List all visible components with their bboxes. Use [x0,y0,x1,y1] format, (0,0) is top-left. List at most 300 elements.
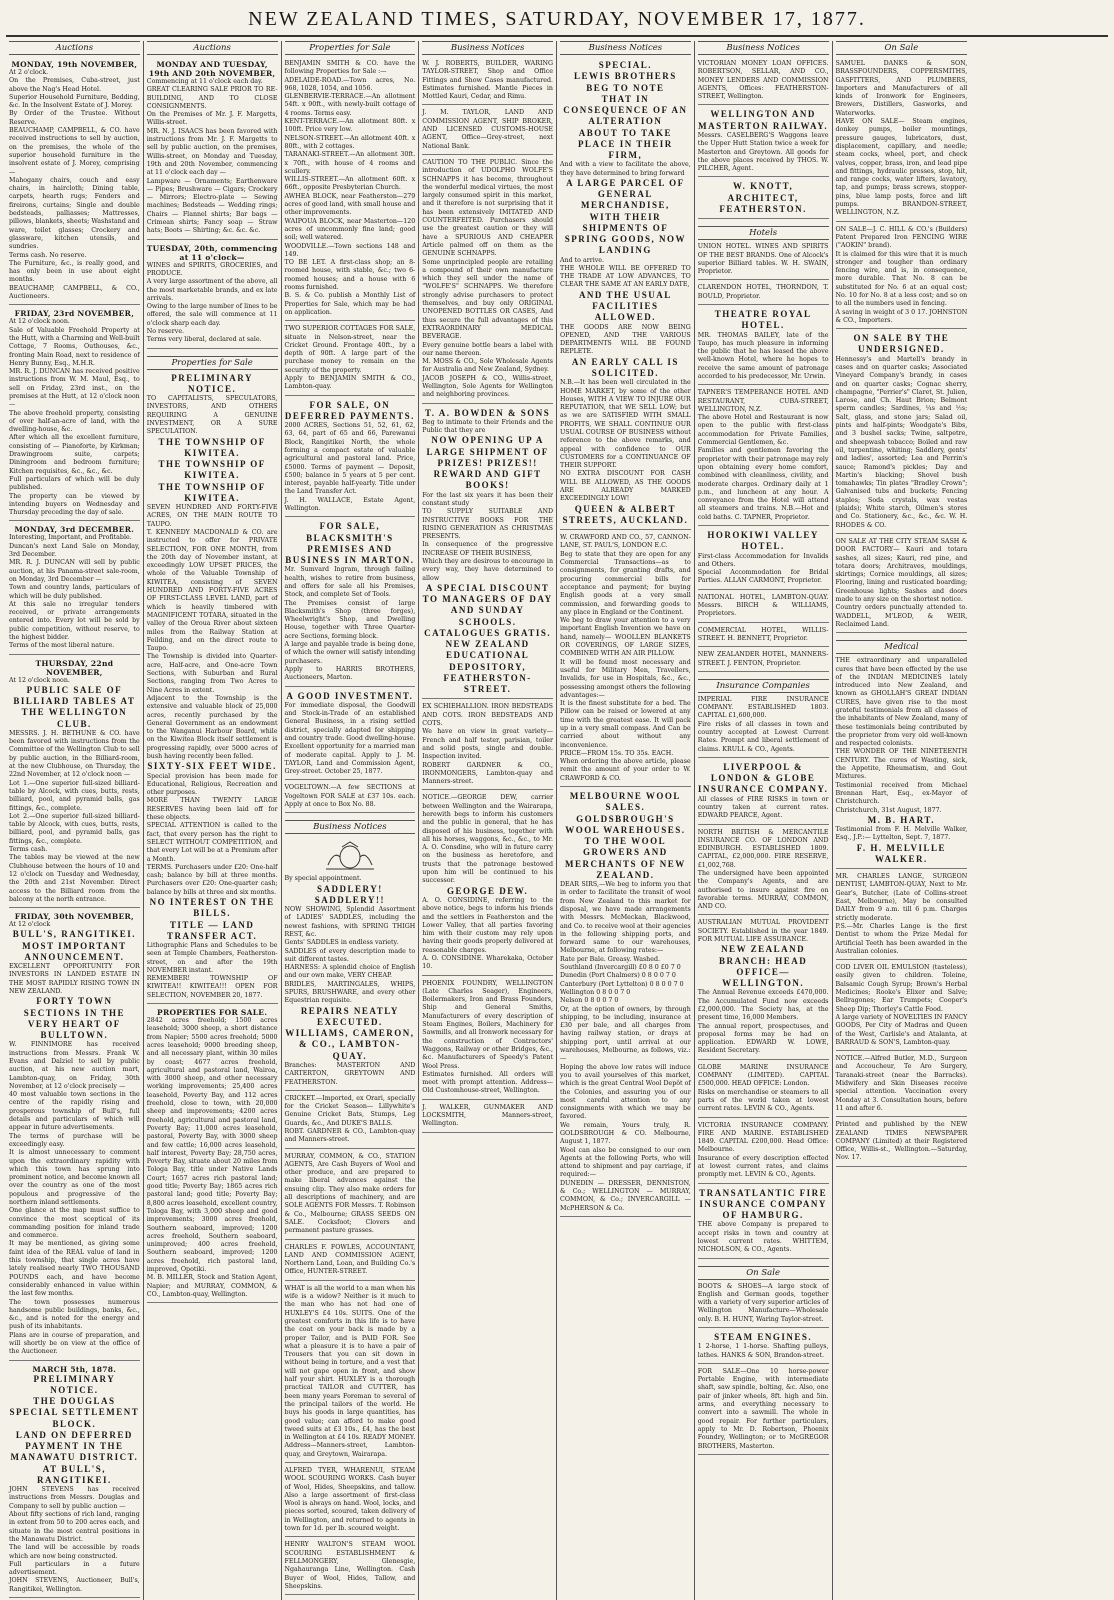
advertisement [698,592,829,623]
ad-text: Apply to BENJAMIN SMITH & CO., Lambton-quay. [284,374,418,391]
advertisement [836,1053,968,1117]
advertisement [285,689,416,781]
advertisement [698,625,829,648]
ad-text: Adjacent to the Township is the extensive and valuable block of 25,000 acres, recently purchased by the General Government as an endowment to the Wanganui Harbour Board, while on the Kiwitea Block itself settlement is progressing rapidly, over 5000 acres of bush having recently been felled. [146,694,280,760]
ad-heading: QUEEN & ALBERT STREETS, AUCKLAND. [562,503,689,525]
advertisement [285,58,416,321]
ad-text: Canterbury (Port Lyttelton) 0 8 0 0 7 0 [560,980,684,988]
column-heading: On Sale [836,41,968,55]
ad-date: FRIDAY, 23rd NOVEMBER, [14,309,135,319]
ad-heading: PRELIMINARY NOTICE. [33,1373,116,1395]
advertisement [698,1261,829,1328]
ad-heading: GEORGE DEW. [447,885,529,896]
ad-heading: SADDLERY! SADDLERY!! [314,883,385,905]
ad-heading: MOST IMPORTANT ANNOUNCEMENT. [22,940,127,962]
ad-heading: AT BULL'S, RANGITIKEI. [36,1463,112,1485]
ad-text: Families and gentlemen favoring the proprietor with their patronage may rely upon obtaining every home comfort, combined with cleanliness, civility, and moderate charges. Ordinary daily at 1 p.m., and luncheon at any hour. A conveyance from the Hotel will attend all steamers and trains. N.B.—Hot and cold baths. C. TAPNER, Proprietor. [697,447,831,521]
ad-text: Messrs. CASELBERG'S Waggons leave the Upper Hutt Station twice a week for Masterton and Greytown. All goods for the above places received by THOS. W. PILCHER, Agent. [697,131,831,173]
advertisement [698,528,829,590]
advertisement [836,331,968,534]
ad-heading: WILLIAMS, CAMERON, & CO., LAMBTON-QUAY. [285,1028,415,1061]
ad-heading: ABOUT TO TAKE PLACE IN THEIR FIRM, [577,127,673,160]
ad-heading: A GOOD INVESTMENT. [286,690,414,701]
ad-heading: WELLINGTON AND MASTERTON RAILWAY. [698,109,829,131]
ad-text: AWHEA BLOCK, near Featherston—279 acres of good land, with small house and other improvements. [284,192,418,217]
column-7 [833,41,971,1600]
advertisement [285,519,416,686]
column-heading: Business Notices [422,41,553,55]
ad-text: The Township is divided into Quarter-acre, Half-acre, and One-acre Town Sections, with Suburban and Rural Sections, ranging from Two Acres to Nine Acres in extent. [146,653,280,694]
ad-text: Rate per Bale. Greasy. Washed. [560,955,660,963]
ad-text: MR. R. J. DUNCAN has received positive instructions from W. M. Maul, Esq., to sell on Friday, 23rd inst., on the premises at the Hutt, at 12 o'clock noon — [9,368,142,409]
advertisement [698,674,829,758]
ad-text: Branches: MASTERTON AND CARTERTON, GREYTOWN AND FEATHERSTON. [284,1061,418,1086]
advertisement [698,1186,829,1259]
ad-heading: CATALOGUES GRATIS. [424,627,552,638]
ad-text: And to arrive. [560,256,605,264]
ad-text: J. WALKER, GUNMAKER AND LOCKSMITH, Manners-street, Wellington. [422,1103,556,1128]
ad-text: WOODVILLE.—Town sections 148 and 149. [284,242,418,258]
advertisement [422,406,556,700]
ad-text: TO SUPPLY SUITABLE AND INSTRUCTIVE BOOKS FOR THE RISING GENERATION AS CHRISTMAS PRESENTS. [422,508,556,541]
advertisement [698,1062,829,1118]
ad-text: MORE THAN TWENTY LARGE RESERVES having been laid off for these objects. [146,797,280,822]
advertisement [422,701,556,790]
advertisement [422,1102,556,1133]
advertisement [836,1119,968,1166]
ad-text: Southland (Invercargill) £0 8 0 £0 7 0 [560,964,681,972]
advertisement [147,242,278,349]
advertisement [422,792,556,975]
advertisement [285,782,416,813]
column-heading: Properties for Sale [285,41,416,55]
ad-text: No reserve. [146,328,185,336]
ad-text: A saving in weight of 3 0 17. JOHNSTON & CO., Importers. [835,308,970,324]
ad-text: And with a view to facilitate the above, they have determined to bring forward [560,161,693,177]
ad-text: Nelson 0 8 0 0 7 0 [560,997,619,1005]
ad-text: M. MOSS & CO., Sole Wholesale Agents for Australia and New Zealand, Sydney. [422,358,556,374]
advertisement [698,58,829,105]
advertisement [698,917,829,1059]
ad-heading: NOW OPENING UP A LARGE SHIPMENT OF PRIZES! PRIZES!! [426,435,549,468]
ad-text: Apply to HARRIS BROTHERS, Auctioneers, Marton. [284,665,418,682]
ad-heading: WITH THEIR SHIPMENTS OF SPRING GOODS, NOW LANDING [564,211,686,256]
advertisement [147,58,278,240]
advertisement [285,323,416,395]
ad-text: GLOBE MARINE INSURANCE COMPANY (LIMITED). CAPITAL £500,000. HEAD OFFICE: London. [697,1063,831,1088]
section-heading: On Sale [698,1266,829,1280]
advertisement [285,1093,416,1149]
ad-text: A very large assortment of the above, all the most marketable brands, and ex late arrivals. [146,278,280,302]
ad-text: 2000 ACRES, Sections 51, 52, 61, 62, 63, 64, part of 65 and 66, Parewanui Block, Rangitikei North, the whole forming a compact estate of valuable agricultural and pastoral land. Price, £5000. Terms of payment — Deposit, £500; balance in 5 years at 5 per cent. interest, payable half-yearly. Title under the Land Transfer Act. [284,422,418,496]
ad-text: At 2 o'clock. [9,69,49,76]
ad-date: THURSDAY, 22nd NOVEMBER, [35,658,114,677]
advertisement [836,635,968,869]
ad-text: One glance at the map must suffice to convince the most sceptical of its commanding position for inland trade and commerce. [9,1207,142,1240]
ad-heading: A SPECIAL DISCOUNT TO MANAGERS OF DAY AND SUNDAY SCHOOLS. [422,582,553,627]
ad-text: THE extraordinary and unparalleled cures that have been effected by the use of the INDIAN MEDICINES lately introduced into New Zealand, and known as GHOLLAH'S GREAT INDIAN CURES, have given rise to the most grateful testimonials from all classes of the inhabitants of New Zealand, many of these testimonials being contributed by the proprietor from very old well-known and respected colonists. [835,657,970,748]
column-3 [282,41,420,1600]
ad-text: It is claimed for this wire that it is much stronger and tougher than ordinary fencing wire, and is, in consequence, more durable. That No. 8 can be substituted for No. 6 at an equal cost; No. 10 for No. 8 at a less cost; and so on to all the numbers used in fencing. [835,250,970,308]
advertisement [698,282,829,305]
ad-text: At 12 o'clock noon. [9,318,70,326]
ad-heading: PRELIMINARY NOTICE. [171,372,253,394]
ad-text: Terms cash. No reserve. [9,251,87,259]
ad-text: Dunedin (Port Chalmers) 0 8 0 0 7 0 [560,972,676,980]
ad-text: We remain, Yours truly, R. GOLDSBROUGH & CO. Melbourne, August 1, 1877. [560,1121,693,1146]
ad-heading: TRANSATLANTIC FIRE INSURANCE COMPANY OF HAMBURG. [699,1187,828,1221]
ad-date: TUESDAY, 20th, commencing at 11 o'clock— [146,243,278,262]
ad-heading: T. A. BOWDEN & SONS [424,407,551,418]
ad-text: The terms of purchase will be exceedingly easy. [9,1132,142,1148]
ad-text: COMMERCIAL HOTEL, WILLIS-STREET. H. BENNETT, Proprietor. [697,626,829,642]
ad-heading: NEW ZEALAND BRANCH: HEAD OFFICE—WELLINGTON. [718,944,808,989]
ad-text: UNION HOTEL. WINES AND SPIRITS OF THE BEST BRANDS. One of Alcock's superior Billiard tables. W. H. SWAIN, Proprietor. [697,243,831,276]
ad-text: MR. N. J. ISAACS has been favored with instructions from Mr. J. F. Margetts to sell by public auction, on the premises, Willis-street, on Monday and Tuesday, 19th and 20th November, commencing at 11 o'clock each day — [146,127,280,177]
ad-text: P.S.—Mr. Charles Lange is the first Dentist to whom the Prize Medal for Artificial Teeth has been awarded in the Australian colonies. [835,922,970,955]
ad-text: TARANAKI-STREET.—An allotment 30ft. x 70ft., with house of 4 rooms and scullery. [284,151,418,175]
ad-text: Special Accommodation for Bridal Parties. ALLAN CARMONT, Proprietor. [697,569,831,585]
ad-text: SPECIAL ATTENTION is called to the fact, that every person has the right to SELECT WITHOUT COMPETITION, and that every Lot will be at a Premium after a Month. [146,822,280,863]
advertisement [560,532,691,787]
ad-heading: W. KNOTT, ARCHITECT, FEATHERSTON. [719,181,807,214]
advertisement [698,649,829,672]
section-heading: Insurance Companies [698,679,829,693]
ad-date: MONDAY AND TUESDAY, 19th AND 20th NOVEMBER, [148,60,276,78]
ad-text: Hennessy's and Martell's brandy in cases and on quarter casks; Associated Vineyard Company's brandy, in cases and on quarter casks; Cognac sherry, champagne, "Perrier's" Claret, St. Julien, Larose, and Ch. Haut Brion; Belmont sperm candles; Sardines, ¼s and ½s; Salt, glass, and stone jars; Salad oil, pints and half-pints; Woodgate's Bibs, and 3 bushel sacks; Twine, saltpetre, and sheepwash tobacco; Boiled and raw oil, turpentine, whiting; Saddlery, gents' and ladies', assorted; Lea and Perrin's sauce; Ramond's pickles; Day and Martin's blacking; Shovel bush tomahawks; Tin plates "Bradley Crown"; Galvanised tubs and buckets; Fencing staples; Soda crystals, wax vestas (plaids); White starch, Oilmen's stores and Co. Stationery, &c., &c., &c. W. H. RHODES & CO. [835,355,970,529]
ad-heading: A LARGE PARCEL OF [566,177,685,188]
ad-text: A. O. CONSIDINE. Wharekaka, October 10. [422,955,556,971]
ad-text: PRICE—FROM 15s. TO 35s. EACH. [560,749,674,757]
ad-text: BEAUCHAMP, CAMPBELL, & CO., Auctioneers. [9,284,142,301]
ad-text: By Order of the Trustee. Without Reserve. [9,110,142,126]
ad-heading: ON SALE BY THE UNDERSIGNED. [853,333,950,355]
ad-text: VICTORIAN MONEY LOAN OFFICES. ROBERTSON, SELLAR, AND CO., MONEY LENDERS AND COMMISSION AGENTS, Offices: FEATHERSTON-STREET, Wellington. [697,60,831,101]
ad-heading: TITLE — LAND TRANSFER ACT. [166,919,258,941]
ad-text: CHARLES F. FOWLES, ACCOUNTANT, LAND AND COMMISSION AGENT, Northern Land, Loan, and Building Co.'s Office, HUNTER-STREET. [284,1243,418,1276]
ad-text: DUNEDIN — DRESSER, DENNISTON, & Co.; WELLINGTON — MURRAY, COMMON, & Co.; INVERCARGILL — McPHERSON & Co. [560,1179,693,1212]
ad-heading: THEATRE ROYAL HOTEL. [714,309,812,331]
ad-text: Full particulars of which will be duly published. [9,475,142,492]
ad-date: MONDAY, 3rd DECEMBER. [14,525,135,535]
column-heading: Business Notices [698,41,829,55]
ad-text: On the Premises of Mr. J. F. Margetts, Willis-street. [146,111,280,127]
advertisement [285,1465,416,1537]
ad-heading: PUBLIC SALE OF BILLIARD TABLES AT THE WELLINGTON CLUB. [13,684,136,729]
ad-text: HAVE ON SALE— Steam engines, donkey pumps, boiler mountings, pressure gauges, lubricators, dust, displacement, capillary, and needle; steam cocks, wheel, port, and check valves, copper, brass, iron, and lead pipe and fittings, hydraulic presses, stop, hit, and range cocks, water lifters, lavatory, tap, and pumps; brass screws, stopper-pins, blue lamp posts, force and lift pumps. BRANDON-STREET, WELLINGTON, N.Z. [835,118,970,217]
ad-text: Terms cash. [9,846,48,854]
ad-heading: TO THE WOOL GROWERS AND MERCHANTS OF NEW ZEALAND. [565,836,686,880]
ad-text: The above Hotel and Restaurant is now open to the public with first-class accommodation for Private Families, Commercial Gentlemen, &c. [697,414,831,447]
ad-text: Wool can also be consigned to our own Agents at the following Ports, who will attend to shipment and pay carriage, if required:— [560,1146,693,1179]
ad-text: By special appointment. [284,875,362,883]
ad-text: NELSON-STREET.—An allotment 40ft. x 80ft., with 2 cottages. [284,134,418,150]
ad-text: Beg to state that they are open for any Commercial Transactions—as to consignments, for granting drafts, and procuring commercial bills for acceptance and payment; for buying English goods at a very small commission, and forwarding goods to any place in England or the Continent. [560,550,693,616]
ad-text: THE WHOLE WILL BE OFFERED TO THE TRADE AT LOW ADVANCES, TO CLEAR THE SAME AT AN EARLY DATE, [560,264,693,289]
ad-text: Town and country lands, particulars of which will be duly published. [9,584,142,600]
ad-text: It is the finest substitute for a bed. The Pillow can be raised or lowered at any time with the greatest ease. It will pack up in a very small compass. And Can be carried about without any inconvenience. [560,700,693,749]
ad-heading: THE TOWNSHIP OF KIWITEA. [158,481,266,503]
ad-text: MESSRS. J. H. BETHUNE & CO. have been favored with instructions from the Committee of the Wellington Club to sell by public auction, in the Billiard-room, at the new Clubhouse, on Thursday, the 22nd November, at 12 o'clock noon — [9,729,142,779]
column-6 [695,41,833,1600]
advertisement [285,815,416,1091]
ad-heading: LIVERPOOL & LONDON & GLOBE INSURANCE COMPANY. [697,761,829,795]
ad-text: A large variety of NOVELTIES IN FANCY GOODS, Per City of Madras and Queen of the West, Carlisle's and Atalanta, at BARRAUD & SON'S, Lambton-quay. [835,1013,970,1046]
ad-text: GREAT CLEARING SALE PRIOR TO RE-BUILDING, AND TO CLOSE CONSIGNMENTS. [146,86,280,110]
ad-text: DEAR SIRS,—We beg to inform you that in order to facilitate the transit of wool from New Zealand to this market for disposal, we have made arrangements with Messrs. McMeckan, Blackwood, and Co. to receive wool at their agencies in the following shipping ports, and forward same to our warehouses, Melbourne, at following rates:— [560,881,693,955]
ad-text: On the Premises, Cuba-street, just above the Nag's Head Hotel. [9,77,142,93]
ad-heading: LEWIS BROTHERS [573,71,677,82]
advertisement [836,962,968,1051]
ad-text: BRIDLES, MARTINGALES, WHIPS, SPURS, BRUSHWARE, and every other Equestrian requisite. [284,980,418,1005]
ad-text: 1 2-horse, 1 1-horse. Shafting pulleys, lathes. HANKS & SON, Brandon-street. [697,1343,831,1359]
advertisement [285,1283,416,1463]
ad-text: B. S. & Co. publish a Monthly List of Properties for Sale, which may be had on application. [284,292,418,316]
ad-text: ROBT. GARDNER & CO., Lambton-quay and Manners-street. [284,1128,418,1144]
advertisement [836,224,968,330]
ad-heading: LAND ON DEFERRED PAYMENT IN THE MANAWATU DISTRICT. [10,1429,139,1463]
advertisement [285,398,416,518]
ad-heading: REPAIRS NEATLY EXECUTED. [300,1005,399,1027]
ad-text: It will be found most necessary and useful for Military Men, Travellers, Invalids, for use in Hospitals, &c., &c., possessing amongst others the following advantages:— [560,658,693,699]
advertisement [698,760,829,825]
ad-text: Gents' SADDLES in endless variety. [284,939,399,947]
ad-heading: AND THE USUAL FACILITIES ALLOWED. [578,289,672,323]
ad-date: PROPERTIES FOR SALE. [157,1008,268,1018]
ad-text: Every genuine bottle bears a label with our name thereon. [422,341,556,357]
royal-crest-icon [285,837,416,875]
ad-text: The property can be viewed by intending buyers on Wednesday and Thursday preceding the day of sale. [9,492,142,517]
ad-text: NOTICE.—GEORGE DEW, carrier between Wellington and the Wairarapa, herewith begs to inform his customers and the public in general, that he has disposed of his business, together with all his horses, waggons, &c., &c., to Mr. A. O. Consdine, who will in future carry on the business as heretofore, and trusts that the patronage bestowed upon him will be continued to his successor. [422,794,556,885]
advertisement [422,157,556,404]
ad-text: NORTH BRITISH & MERCANTILE INSURANCE CO. OF LONDON AND EDINBURGH. ESTABLISHED 1809. CAPITAL, £2,000,000. FIRE RESERVE, £1,002,768. [697,828,831,869]
ad-text: VICTORIA INSURANCE COMPANY. FIRE AND MARINE. ESTABLISHED 1849. CAPITAL £200,000. Head Office: Melbourne. [697,1121,831,1154]
ad-text: ROBERT GARDNER & CO., IRONMONGERS, Lambton-quay and Manners-street. [422,761,556,786]
advertisement [560,58,691,530]
ad-text: For immediate disposal, the Goodwill and Stock-in-Trade of an established General Business, in a rising settled district, specially adapted for shipping and country trade. Good dwelling-house. Excellent opportunity for a married man of moderate capital. Apply to J. M. TAYLOR, Land and Commission Agent, Grey-street. October 25, 1877. [284,701,418,776]
ad-heading: STEAM ENGINES. [714,1332,813,1343]
column-2 [144,41,282,1600]
ad-text: KENT-TERRACE.—An allotment 80ft. x 100ft. Price very low. [284,118,418,134]
ad-text: CAUTION TO THE PUBLIC. Since the introduction of UDOLPHO WOLFE'S SCHNAPPS it has become, throughout the wonderful medical virtues, the most largely consumed spirit in this market, and it therefore is not surprising that it has been extensively IMITATED AND COUNTERFEITED. Purchasers should use the greatest caution or they will have a SPURIOUS AND CHEAPER Article palmed off on them as the GENUINE SCHNAPPS. [422,158,556,258]
ad-text: EXCELLENT OPPORTUNITY FOR INVESTORS IN LANDED ESTATE IN THE MOST RAPIDLY RISING TOWN IN NEW ZEALAND. [9,963,142,996]
ad-text: Beg to intimate to their Friends and the Public that they are [422,418,556,435]
ad-text: MR. CHARLES LANGE, SURGEON DENTIST, LAMBTON-QUAY, Next to Mr. Gear's, Butcher, (Late of Collins-street East, Melbourne), May be consulted DAILY from 9 a.m. till 6 p.m. Charges strictly moderate. [835,873,970,922]
masthead: NEW ZEALAND TIMES, SATURDAY, NOVEMBER 17, 1877. [6,8,1108,37]
ad-text: Interesting, Important, and Profitable. [9,534,132,542]
ad-text: Which they are desirous to encourage in every way, they have determined to allow [422,558,556,582]
ad-text: COD LIVER OIL EMULSION (tasteless), easily given to children. Toleine, Balsamic Cough Syrup; Brown's Herbal Medicines; Rooke's Elixer and Salve; Bellragones; Ear Trumpets; Cooper's Sheep Dip; Thorley's Cattle Food. [835,964,970,1013]
ad-text: NOW SHOWING, Splendid Assortment of LADIES' SADDLES, including the newest fashions, with SPRING THIGH REST, &c. [284,906,418,938]
ad-text: BEAUCHAMP, CAMPBELL, & CO. have received instructions to sell by auction, on the premises, the whole of the superior household furniture in the insolvent estate of J. Morey, comprising — [9,127,142,176]
column-heading: Auctions [9,41,140,55]
ad-text: WILLIS-STREET.—An allotment 60ft. x 66ft., opposite Presbyterian Church. [284,176,418,192]
ad-text: WHAT is all the world to a man when his wife is a widow? Neither is it much to the man who has not had one of HUXLEY'S £4 10s. SUITS. One of the greatest comforts in this life is to have the coat on your back is made by a proper Tailor, and is PAID FOR. See what a pleasure it is to have a pair of Trousers that you can sit down in without being in torture, and a vest that will not gape open in front, and show half your shirt. HUXLEY is a thorough practical TAILOR and CUTTER, has been many years Foreman to several of the principal tailors of the world. He buys his goods in large quantities, has good value; can afford to make good tweed suits at £3 10s., £4, has the best in Wellington at £4 10s. READY MONEY. Address—Manners-street, Lambton-quay, and Greytown, Wairarapa. [284,1284,418,1458]
ad-text: CLARENDON HOTEL, THORNDON, T. BOULD, Proprietor. [697,284,831,300]
ad-text: At 12 o'clock noon. [9,676,70,684]
ad-text: Terms very liberal, declared at sale. [146,336,262,344]
ad-text: ADELAIDE-ROAD.—Town acres, No. 968, 1028, 1054, and 1056. [284,76,418,92]
ad-heading: GENERAL MERCHANDISE, [580,189,670,211]
ad-text: At 12 o'clock [9,921,51,929]
ad-text: Christchurch, 31st August, 1877. [835,806,942,814]
advertisement [836,871,968,960]
ad-text: THE WONDER OF THE NINETEENTH CENTURY. The cures of Wasting, sick, the Appetite, Rheumatism, and Gout Mixtures. [835,748,970,781]
ad-heading: MELBOURNE WOOL SALES. [569,791,681,813]
ad-text: HENRY WALTON'S STEAM WOOL SCOURING ESTABLISHMENT & FELLMONGERY, Glenesgie, Ngahauranga Line, Wellington. Cash Buyer of Wool, Hides, Tallow, and Sheepskins. [284,1541,418,1590]
ad-text: Or, at the option of owners, by through shipping, to be including, insurance at £30 per bale, and all charges from having railway station, or drays at shipping port, until arrival at our warehouses, Melbourne, as follows, viz.:— [560,1005,693,1063]
ad-text: The Premises consist of large Blacksmith's Shop (three forges), Wheelwright's Shop, and Dwelling House, together with Three Quarter-acre Sections, forming block. [284,599,418,640]
ad-text: Mr. Sumvard Ingram, through failing health, wishes to retire from business, and offers for sale all his Premises, Stock, and complete Set of Tools. [284,566,418,599]
ad-text: Lithographic Plans and Schedules to be seen at Temple Chambers, Featherston-street, on and after the 19th NOVEMBER instant. [146,942,280,974]
ad-text: TWO SUPERIOR COTTAGES FOR SALE, situate in Nelson-street, near the Cricket Ground. Frontage 40ft., by a depth of 90ft. A large part of the purchase money to remain on the security of the property. [284,325,418,374]
ad-text: TAPNER'S TEMPERANCE HOTEL AND RESTAURANT, CUBA-STREET, WELLINGTON, N.Z. [697,389,831,413]
advertisement [560,789,691,1217]
ad-text: SEVEN HUNDRED AND FORTY-FIVE ACRES, ON THE MAIN ROUTE TO TAUPO. [146,504,280,528]
ad-date: MONDAY, 19th NOVEMBER, [11,60,138,69]
ad-text: The land will be accessible by roads which are now being constructed. [9,1544,142,1560]
advertisement [9,657,140,909]
ad-text: M. B. MILLER, Stock and Station Agent, Napier; and MURRAY, COMMON, & CO., Lambton-quay, Wellington. [146,1274,280,1298]
ad-text: ON SALE AT THE CITY STEAM SASH & DOOR FACTORY— Kauri and totara sashes, all sizes; Kauri, red pine, and totara doors; Architraves, mouldings, skirtings; Cornice mouldings, all sizes; Flooring, lining and rusticated boarding; Greenhouse lights; Sashes and doors made to any size on the shortest notice. [835,537,970,604]
ad-text: MR. R. J. DUNCAN will sell by public auction, at his Panama-street sale-room, on Monday, 3rd December — [9,559,142,583]
ad-text: Hoping the above low rates will induce you to avail yourselves of this market, which is the great Central Wool Depôt of the Colonies, and assuring you of our most careful attention to any consignments with which we may be favored. [560,1063,693,1121]
ad-text: Business Notices [285,820,416,834]
ad-text: MR. THOMAS BAILEY, late of the Taupo, has much pleasure in informing the public that he has leased the above well-known Hotel, where he hopes to receive the same amount of patronage accorded to his predecessor, Mr. Urwin. [697,331,831,380]
ad-text: It is almost unnecessary to comment upon the extraordinary rapidity with which this town has sprung into prominent notice, and become known all over the country as one of the most populous and progressive of the northern inland settlements. [9,1149,142,1206]
ad-text: Terms of the most liberal nature. [9,642,115,650]
ad-text: T. KENNEDY MACDONALD & CO. are instructed to offer for PRIVATE SELECTION, FOR ONE MONTH, from the 20th day of November instant, at exceedingly LOW UPSET PRICES, the whole of the Valuable Township of KIWITEA, consisting of SEVEN HUNDRED AND FORTY-FIVE ACRES OF FIRST-CLASS LEVEL LAND, part of which is heavily timbered with MAGNIFICENT TOTARA, situated in the valley of the Oroua River about sixteen miles from the Railway Station at Feilding, and on the direct route to Taupo. [146,528,280,653]
ad-text: Full particulars in a future advertisement. [9,1560,142,1577]
section-heading: Hotels [698,226,829,240]
ad-text: Commencing at 11 o'clock each day. [146,78,263,85]
advertisement [9,58,140,305]
ad-text: J. M. TAYLOR, LAND AND COMMISSION AGENT, SHIP BROKER, AND LICENSED CUSTOMS-HOUSE AGENT, Office—Grey-street, next National Bank. [422,109,556,150]
ad-text: The undersigned have been appointed the Company's Agents, and are authorised to insure against fire on favorable terms. MURRAY, COMMON, AND CO. [697,870,831,911]
ad-text: PHOENIX FOUNDRY, WELLINGTON (Late Charles Seager), Engineers, Boilermakers, Iron and Brass Founders, Ship and General Smiths, Manufacturers of every description of Steam Engines, Boilers, Machinery for Sawmills, and all Ironwork necessary for the construction of Contractors' Waggons, Railway or other Bridges, &c., &c. Manufacturers of Speedy's Patent Wool Press. [422,979,556,1070]
ad-heading: REWARD AND GIFT BOOKS! [433,469,542,491]
ad-text: Testimonial received from Michael Brennan Hart, Esq., ex-Mayor of Christchurch. [835,781,970,806]
ad-heading: HOROKIWI VALLEY HOTEL. [707,530,819,552]
column-1 [6,41,144,1600]
ad-text: N.B.—It has been well circulated in the HOME MARKET, by some of the other Houses, WITH A VIEW TO INJURE OUR REPUTATION, that WE SELL LOW; but as we are SATISFIED WITH SMALL PROFITS, WE SHALL CONTINUE OUR USUAL COURSE OF BUSINESS without reference to the above remarks, and appeal with confidence to OUR CUSTOMERS for a CONTINUANCE OF THEIR SUPPORT. [560,379,693,470]
advertisement [698,387,829,526]
section-heading: Medical [836,640,968,654]
advertisement [9,1363,140,1598]
advertisement [422,978,556,1100]
ad-heading: SIXTY-SIX FEET WIDE. [147,761,277,772]
advertisement [285,1151,416,1240]
ad-text: EX SCHIEHALLION. IRON BEDSTEADS AND COTS. IRON BEDSTEADS AND COTS. [422,703,556,728]
ad-heading: BEG TO NOTE [586,82,665,93]
ad-text: The annual report, prospectuses, and proposal forms may be had on application. EDWARD W. LOWE, Resident Secretary. [697,1022,831,1055]
advertisement [698,1366,829,1455]
ad-text: W. FINNIMORE has received instructions from Messrs. Frank W. Evans and Dalziel to sell by public auction, at his new auction mart, Lambton-quay, on Friday, 30th November, at 12 o'clock precisely — [9,1041,142,1090]
advertisement [698,1330,829,1364]
ad-text: Duncan's next Land Sale on Monday, 3rd December. [9,542,142,559]
column-heading: Business Notices [560,41,691,55]
ad-text: FOR SALE—One 10 horse-power Portable Engine, with intermediate shaft, saw spindle, bolting, &c. Also, one pair of jinker wheels, 8ft. high and 5in. arms, and everything necessary to convert into a sawmill. The whole in good repair. For further particulars, apply to Mr. D. Robertson, Phoenix Foundry, Wellington; or to McGREGOR BROTHERS, Masterton. [697,1367,831,1450]
ad-heading: THE DOUGLAS SPECIAL SETTLEMENT BLOCK. [9,1396,140,1429]
advertisement [9,307,140,521]
ad-text: 40 most valuable town sections in the centre of the rapidly rising and prosperous township of Bull's, full details and particulars of which will appear in future advertisements. [9,1091,142,1132]
ad-text: Insurance of every description effected at lowest current rates, and claims promptly met. LEVIN & CO., Agents. [697,1154,831,1179]
ad-heading: NO INTEREST ON THE BILLS. [149,897,275,919]
ad-text: Country orders punctually attended to. WADDELL, M'LEOD, & WEIR, Reclaimed Land. [835,604,970,628]
ad-text: GLENBERVIE-TERRACE.—An allotment 54ft. x 90ft., with newly-built cottage of 4 rooms. Terms easy. [284,93,418,117]
ad-heading: THAT IN CONSEQUENCE OF AN ALTERATION [563,93,688,127]
column-4 [419,41,557,1600]
ad-text: Lampware — Ornaments; Earthenware — Pipes; Brushware — Cigars; Crockery — Mirrors; Electro-plate — Sewing machines; Bedsteads — Wedding rings; Chairs — Flannel shirts; Bar bags — Crimean shirts; Fancy soap — Straw hats; Boots — Shirting; &c. &c. &c. [146,177,280,235]
ad-text: JOHN STEVENS, Auctioneer, Bull's, Rangitikei, Wellington. [9,1577,142,1593]
advertisement [147,351,278,1004]
ad-text: For the last six years it has been their constant study [422,491,556,507]
ad-text: AUSTRALIAN MUTUAL PROVIDENT SOCIETY. Established in the year 1849. FOR MUTUAL LIFE ASSURANCE. [697,919,831,944]
ad-date: FRIDAY, 30th NOVEMBER, [14,912,134,922]
ad-text: The town possesses numerous handsome public buildings, banks, &c., &c., and is noted for the energy and push of its inhabitants. [9,1298,142,1331]
ad-heading: GOLDSBROUGH'S WOOL WAREHOUSES. [565,813,686,835]
advertisement [698,107,829,177]
ad-text: SAMUEL DANKS & SON, BRASSFOUNDERS, COPPERSMITHS, GASFITTERS, AND PLUMBERS, Importers and Manufacturers of all kinds of Ironwork for Engineers, Brewers, Distillers, Gasworks, and Waterworks. [835,60,970,117]
ad-heading: THE TOWNSHIP OF KIWITEA. [158,436,266,458]
advertisement [698,179,829,219]
ad-text: WAIPOUA BLOCK, near Masterton—120 acres of uncommonly fine land; good soil; well watered. [284,217,418,242]
ad-heading: NEW ZEALAND EDUCATIONAL DEPOSITORY, FEATHERSTON-STREET. [443,639,532,695]
ad-text: Owing to the large number of lines to be offered, the sale will commence at 11 o'clock sharp each day. [146,303,280,327]
advertisement [698,827,829,916]
ad-text: THE above Company is prepared to accept risks in town and country at lowest current rates. WHITTEM, NICHOLSON, & CO., Agents. [697,1221,831,1254]
ad-text: The above freehold property, consisting of over half-an-acre of land, with the dwelling-house, &c. [9,409,142,434]
ad-text: JOHN STEVENS has received instructions from Messrs. Douglas and Company to sell by public auction — [9,1486,142,1510]
ad-text: Estimates furnished. All orders will meet with prompt attention. Address—Old Customhouse-street, Wellington. [422,1070,556,1095]
advertisement [698,221,829,280]
columns [6,41,1108,1593]
ad-heading: F. H. MELVILLE WALKER. [856,842,947,864]
advertisement [422,58,556,105]
ad-text: Lot 2.—One superior full-sized billiard-table by Alcock, with cues, butts, rests, billiard, pool, and pyramid balls, gas fittings, &c., complete. [9,812,142,845]
ad-text: When ordering the above article, please remit the amount of your order to W. CRAWFORD & CO. [560,758,693,782]
advertisement [836,536,968,633]
ad-text: First-class Accommodation for Invalids and Others. [697,552,831,568]
ad-heading: THE TOWNSHIP OF KIWITEA. [158,459,266,481]
ad-text: HARNESS: A splendid choice of English and our own make, VERY CHEAP. [284,964,418,980]
ad-text: 2842 acres freehold; 1500 acres leasehold; 3000 sheep, a short distance from Napier; 5500 acres freehold; 5000 acres leasehold; 9000 breeding sheep, and all necessary plant, within 30 miles by coast; 4677 acres freehold, agricultural and pastoral land, Wairoa, with 3000 sheep, and other necessary working improvements; 25,400 acres leasehold, Poverty Bay, and 112 acres freehold, close to town, with 20,000 sheep and improvements; 4200 acres freehold, agricultural and pastoral land, Poverty Bay; 11,000 acres leasehold, pastoral, Poverty Bay, with 3000 sheep and few cattle; 16,000 acres leasehold, half interest, Poverty Bay; 28,750 acres, Poverty Bay, situate about 20 miles from Tologa Bay, title under Native Lands Court; 1657 acres rich pastoral land; good title; Poverty Bay; 1865 acres rich pastoral land; good title; Poverty Bay; 8,800 acres leasehold, excellent country, Tologa Bay, with 3,000 sheep and good improvements; 3000 acres freehold, Southern seaboard, improved; 1200 acres freehold, Southern seaboard, unimproved; 400 acres freehold, Southern seaboard, improved; 1200 acres freehold, rich pastoral land, improved, Opotiki. [146,1017,280,1273]
ad-text: Fire risks of all classes in town and country accepted at Lowest Current Rates. Prompt and liberal settlement of claims. KRULL & CO., Agents. [697,720,831,753]
ad-text: Testimonial from F. H. Melville Walker, Esq., J.P.:— Lyttelton, Sept. 7, 1877. [835,826,970,842]
ad-text: About fifty sections of rich land, ranging in extent from 50 to 200 acres each, and situate in the most central positions in the Manawatu District. [9,1511,142,1543]
ad-text: We beg to draw your attention to a very important English Invention we have on hand, namely— WOOLLEN BLANKETS OR COVERINGS, OF LARGE SIZES, COMBINED WITH AN AIR PILLOW. [560,617,693,658]
ad-heading: FOR SALE, ON DEFERRED PAYMENTS. [284,399,415,421]
ad-text: Printed and published by the NEW ZEALAND TIMES NEWSPAPER COMPANY (Limited) at their Registered Office, Willis-st., Wellington.—Saturday, Nov. 17. [835,1121,970,1162]
ad-text: Mahogany chairs, couch and easy chairs, in haircloth; Dining table, carpets, hearth rugs; Fenders and fireirons, curtains; Single and double bedsteads, palliasses; Mattresses, pillows, blankets, sheets; Washstand and ware, toilet glasses; Crockery and glassware, kitchen utensils, and sundries. [9,176,142,251]
ad-text: THE GOODS ARE NOW BEING OPENED, AND THE VARIOUS DEPARTMENTS WILL BE FOUND REPLETE. [560,323,693,356]
ad-text: NO EXTRA DISCOUNT FOR CASH WILL BE ALLOWED, AS THE GOODS ARE ALREADY MARKED EXCEEDINGLY LOW! [560,470,693,503]
advertisement [9,910,140,1361]
column-heading: Auctions [147,41,278,55]
ad-text: J. H. WALLACE, Estate Agent, Wellington. [284,496,418,513]
advertisement [285,1539,416,1595]
advertisement [836,58,968,222]
advertisement [698,1120,829,1184]
ad-text: Sale of Valuable Freehold Property at the Hutt, with a Charming and Well-built Cottage, 7 Rooms, Outhouses, &c., fronting Main Road, next to residence of Henry Bunny, Esq., M.H.R. [9,326,142,367]
ad-text: A. O. CONSIDINE, referring to the above notice, begs to inform his friends and the settlers in Featherston and the Lower Valley, that all parties favoring him with their custom may rely upon having their goods properly delivered at reasonable charges. [422,896,556,954]
ad-date: MARCH 5th, 1878. [32,1364,117,1374]
ad-heading: FORTY TOWN SECTIONS IN THE VERY HEART OF BULLTOWN. [23,996,126,1041]
ad-text: The Annual Revenue exceeds £470,000. The Accumulated Fund now exceeds £2,000,000. The Society has, at the present time, 16,000 Members. [697,989,831,1022]
ad-text: Wellington 0 8 0 0 7 0 [560,988,631,996]
ad-text: It may be mentioned, as giving some faint idea of the REAL value of land in this township, that single acres have lately realised nearly TWO THOUSAND POUNDS each, and have become considerably enhanced in value within the last few months. [9,1240,142,1298]
ad-text: Properties for Sale [147,356,278,370]
